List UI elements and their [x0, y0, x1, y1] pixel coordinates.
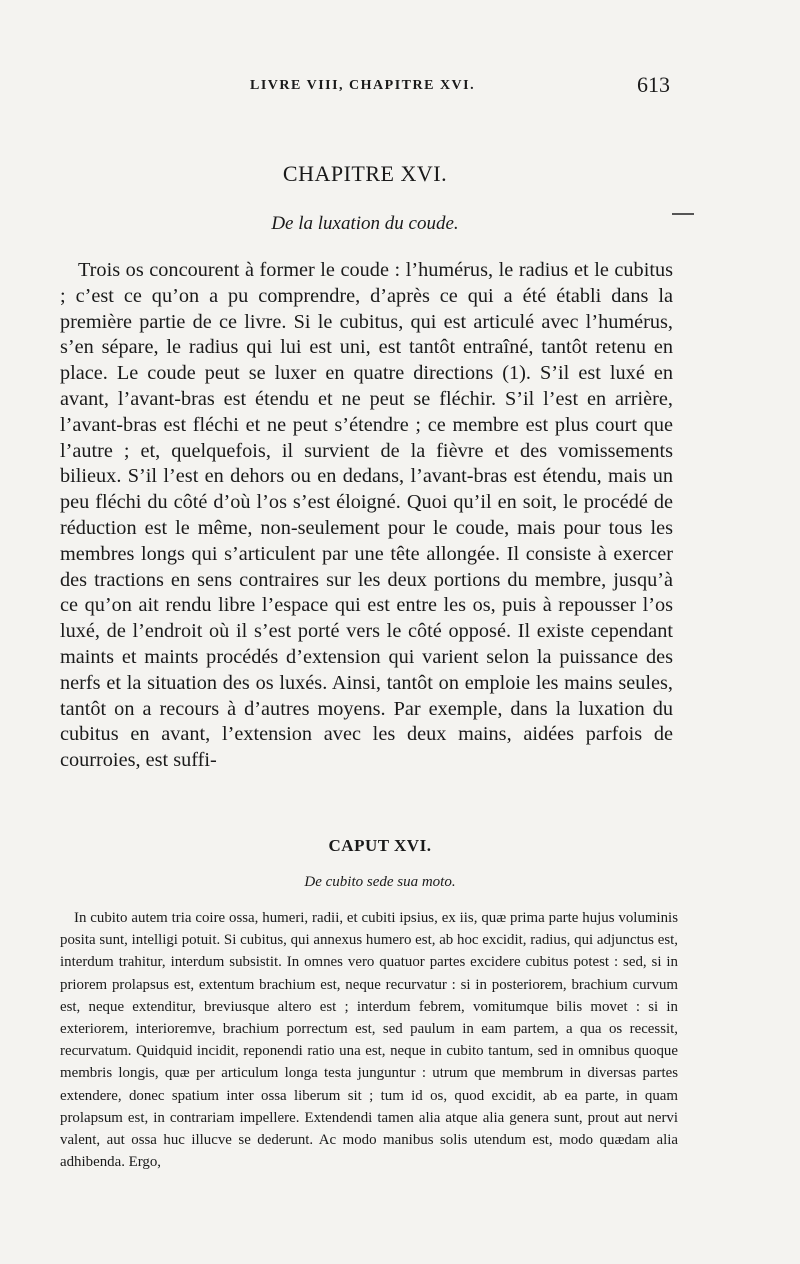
- caput-title: CAPUT XVI.: [328, 836, 432, 855]
- page-number: 613: [637, 72, 670, 97]
- french-body-text: Trois os concourent à former le coude : l’humérus, le radius et le cubitus ; c’est ce qu’on a pu comprendre, d’après ce qui a été établi dans la première partie de ce livre. Si le cubitus, qui est articulé avec l’humérus, s’en sépare, le radius qui lui est uni, est tantôt entraîné, tantôt retenu en place. Le coude peut se luxer en quatre directions (1). S’il est luxé en avant, l’avant-bras est étendu et ne peut se fléchir. S’il l’est en arrière, l’avant-bras est fléchi et ne peut s’étendre ; ce membre est plus court que l’autre ; et, quelquefois, il survient de la fièvre et des vomissements bilieux. S’il l’est en dehors ou en dedans, l’avant-bras est étendu, mais un peu fléchi du côté d’où l’os s’est éloigné. Quoi qu’il en soit, le procédé de réduction est le même, non-seulement pour le coude, mais pour tous les membres longs qui s’articulent par une tête allongée. Il consiste à exercer des tractions en sens contraires sur les deux portions du membre, jusqu’à ce qu’on ait rendu libre l’espace qui est entre les os, puis à repousser l’os luxé, de l’endroit où il s’est porté vers le côté opposé. Il existe cependant maints et maints procédés d’extension qui varient selon la puissance des nerfs et la situation des os luxés. Ainsi, tantôt on emploie les mains seules, tantôt on a recours à d’autres moyens. Par exemple, dans la luxation du cubitus en avant, l’extension avec les deux mains, aidées parfois de courroies, est suffi-: [60, 259, 673, 772]
- latin-body-text: In cubito autem tria coire ossa, humeri, radii, et cubiti ipsius, ex iis, quæ prima parte hujus voluminis posita sunt, intelligi potuit. Si cubitus, qui annexus humero est, ab hoc excidit, radius, qui adjunctus est, interdum trahitur, interdum subsistit. In omnes vero quatuor partes excidere cubitus potest : sed, si in priorem prolapsus est, extentum brachium est, neque recurvatur : si in posteriorem, brachium curvum est, neque extenditur, breviusque altero est ; interdum febrem, vomitumque bilis movet : si in exteriorem, interioremve, brachium porrectum est, sed paulum in eam partem, a qua os recessit, recurvatum. Quidquid incidit, reponendi ratio una est, neque in cubito tantum, sed in omnibus quoque membris longis, quæ per articulum longa testa junguntur : utrum que membrum in diversas partes extendere, donec spatium inter ossa liberum sit ; tum id os, quod excidit, ab ea parte, in quam prolapsum est, in contrariam impellere. Extendendi tamen alia atque alia genera sunt, prout aut nervi valent, aut ossa huc illucve se dederunt. Ac modo manibus solis utendum est, modo quædam alia adhibenda. Ergo,: [60, 910, 678, 1171]
- margin-mark: [672, 213, 694, 215]
- chapter-title: CHAPITRE XVI.: [282, 161, 448, 186]
- chapter-subtitle: De la luxation du coude.: [271, 213, 459, 234]
- caput-subtitle: De cubito sede sua moto.: [304, 874, 456, 890]
- running-head: LIVRE VIII, CHAPITRE XVI.: [250, 78, 476, 93]
